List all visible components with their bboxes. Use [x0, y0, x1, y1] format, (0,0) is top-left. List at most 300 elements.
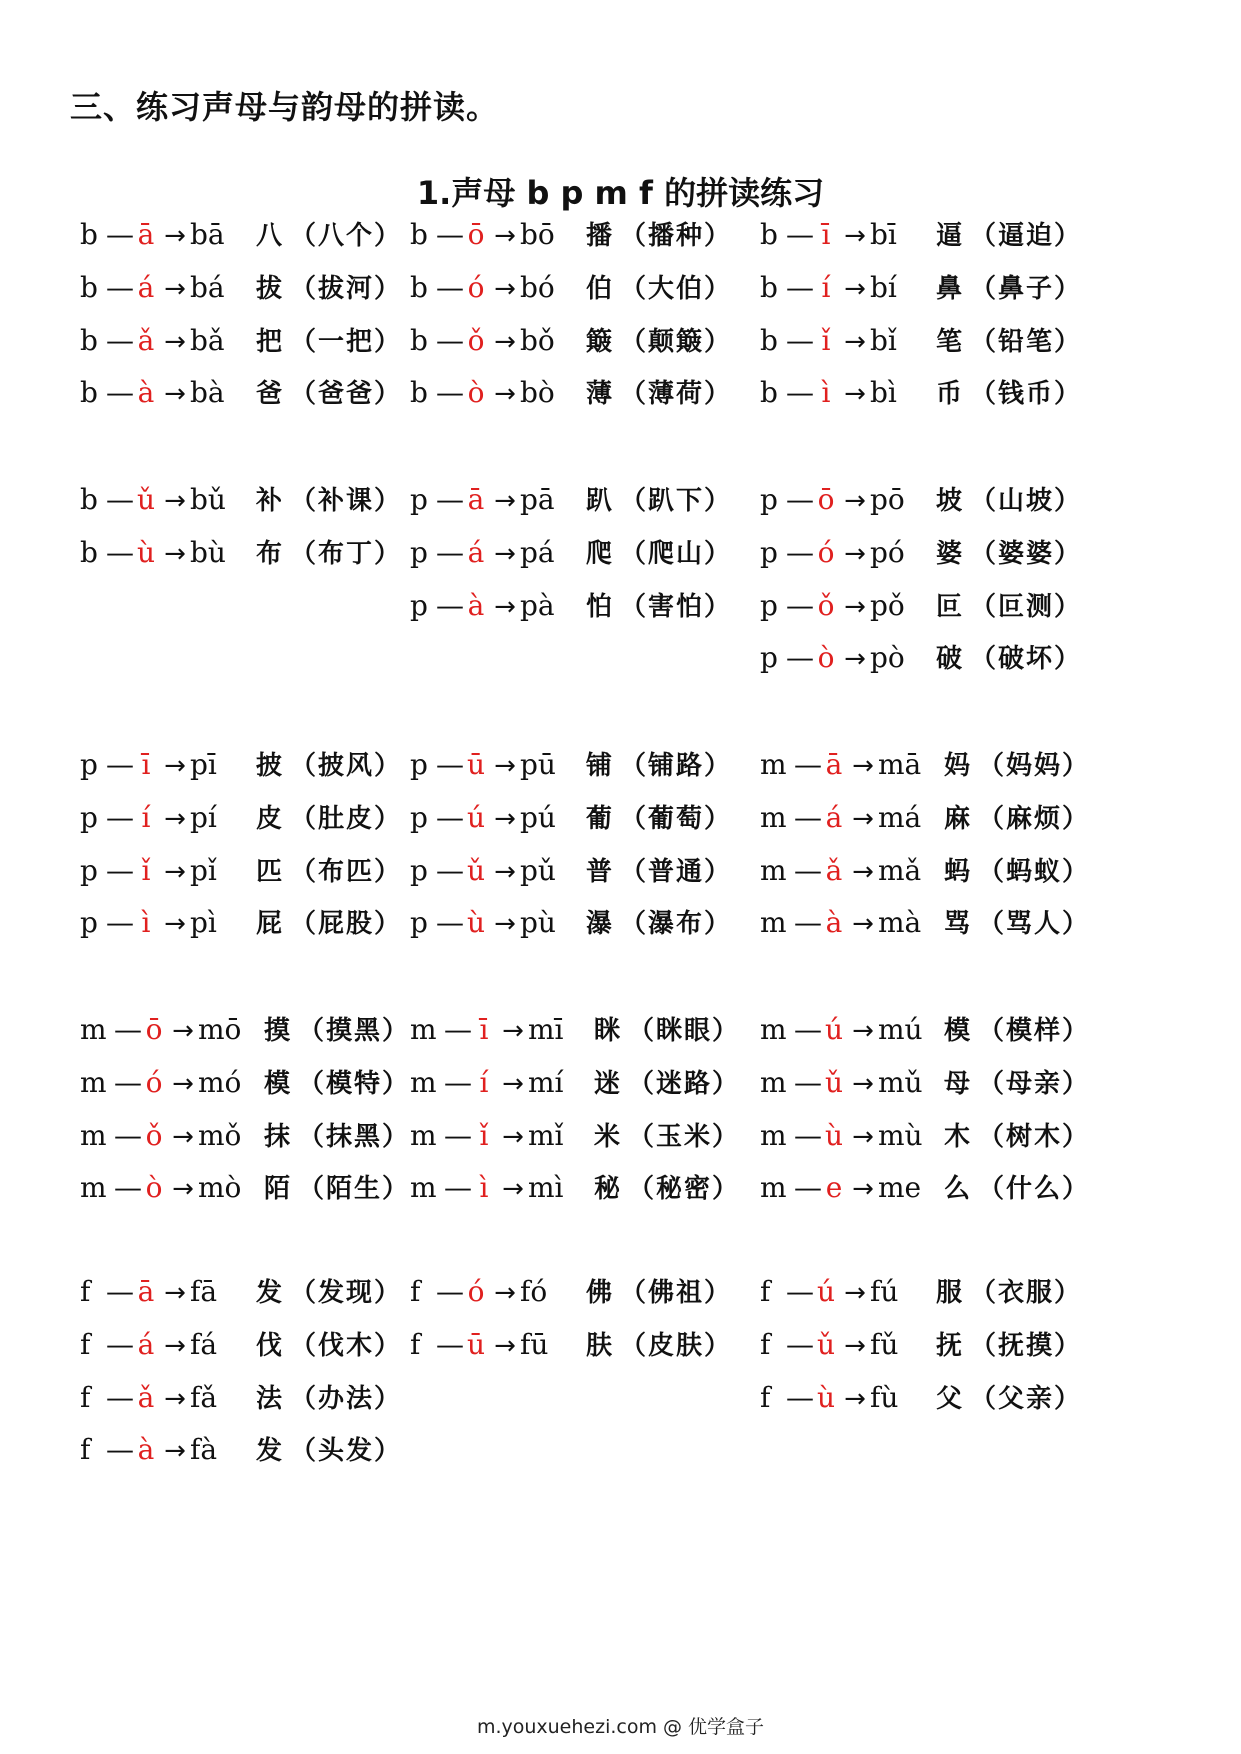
initial-letter: m — [760, 1171, 787, 1205]
initial-letter: f — [80, 1275, 91, 1308]
hanzi-character: 母 — [943, 1068, 970, 1099]
example-word: （铺路） — [620, 751, 733, 781]
final-vowel: ā — [467, 483, 485, 516]
dash-connector: — — [436, 748, 458, 781]
syllable: mō — [198, 1013, 242, 1046]
example-word: （钱币） — [970, 379, 1083, 410]
syllable: pá — [520, 535, 555, 569]
pinyin-item — [80, 215, 402, 255]
syllable: mù — [878, 1118, 923, 1152]
final-vowel: á — [137, 1327, 155, 1361]
syllable: bǒ — [520, 323, 555, 357]
example-word: （玉米） — [628, 1121, 741, 1152]
example-word: （逼迫） — [970, 221, 1083, 251]
dash-connector: — — [114, 1013, 136, 1046]
arrow-icon: → — [494, 326, 516, 357]
final-vowel: ǔ — [466, 853, 486, 887]
example-word: （葡萄） — [620, 803, 733, 834]
example-word: （破坏） — [970, 644, 1083, 675]
final-vowel: ù — [816, 1380, 836, 1414]
dash-connector: — — [794, 800, 816, 834]
final-vowel: à — [137, 1433, 155, 1467]
initial-letter: m — [80, 1013, 107, 1046]
example-word: （麻烦） — [978, 803, 1091, 834]
footer-watermark: m.youxuehezi.com @ 优学盒子 — [476, 1716, 765, 1738]
example-word: （摸黑） — [298, 1016, 411, 1046]
hanzi-character: 模 — [943, 1016, 970, 1046]
hanzi-character: 抹 — [263, 1121, 290, 1152]
hanzi-character: 逼 — [935, 221, 962, 251]
pinyin-item — [760, 903, 1090, 943]
initial-letter: m — [760, 1065, 787, 1099]
final-vowel: ō — [467, 218, 485, 251]
pinyin-item — [410, 1325, 732, 1365]
initial-letter: b — [760, 218, 778, 251]
dash-connector: — — [436, 218, 458, 251]
dash-connector: — — [794, 1065, 816, 1099]
dash-connector: — — [106, 483, 128, 516]
final-vowel: ī — [141, 748, 151, 781]
pinyin-item — [760, 321, 1082, 361]
dash-connector: — — [106, 323, 128, 357]
arrow-icon: → — [494, 486, 516, 516]
example-word: （鼻子） — [970, 273, 1083, 304]
final-vowel: ǐ — [479, 1118, 489, 1152]
final-vowel: á — [825, 800, 843, 834]
pinyin-item — [760, 745, 1090, 785]
example-word: （陌生） — [298, 1174, 411, 1205]
hanzi-character: 怕 — [585, 591, 612, 622]
arrow-icon: → — [844, 221, 866, 251]
pinyin-item — [410, 1272, 732, 1312]
arrow-icon: → — [164, 1278, 186, 1308]
dash-connector: — — [444, 1013, 466, 1046]
initial-letter: m — [760, 748, 787, 781]
final-vowel: ó — [817, 535, 835, 569]
example-word: （山坡） — [970, 486, 1083, 516]
example-word: （颠簸） — [620, 326, 733, 357]
dash-connector: — — [794, 1171, 816, 1205]
arrow-icon: → — [844, 273, 866, 304]
dash-connector: — — [786, 641, 808, 675]
example-word: （瀑布） — [620, 909, 733, 940]
final-vowel: ā — [825, 748, 843, 781]
hanzi-character: 簸 — [585, 326, 612, 357]
dash-connector: — — [436, 376, 458, 410]
initial-letter: p — [410, 748, 428, 781]
initial-letter: p — [80, 906, 98, 940]
final-vowel: ú — [816, 1275, 836, 1308]
syllable: me — [878, 1171, 922, 1205]
initial-letter: f — [760, 1275, 771, 1308]
arrow-icon: → — [494, 751, 516, 781]
arrow-icon: → — [164, 1383, 186, 1414]
example-word: （抚摸） — [970, 1330, 1083, 1361]
dash-connector: — — [786, 270, 808, 304]
final-vowel: í — [821, 270, 831, 304]
syllable: bà — [190, 376, 225, 410]
arrow-icon: → — [494, 591, 516, 622]
final-vowel: ò — [817, 641, 835, 675]
arrow-icon: → — [494, 803, 516, 834]
dash-connector: — — [794, 1118, 816, 1152]
initial-letter: p — [80, 748, 98, 781]
example-word: （树木） — [978, 1121, 1091, 1152]
dash-connector: — — [106, 748, 128, 781]
final-vowel: ù — [824, 1118, 844, 1152]
dash-connector: — — [436, 800, 458, 834]
arrow-icon: → — [844, 1278, 866, 1308]
pinyin-item — [760, 1063, 1090, 1103]
hanzi-character: 佛 — [585, 1278, 612, 1308]
example-word: （害怕） — [620, 591, 733, 622]
arrow-icon: → — [494, 538, 516, 569]
arrow-icon: → — [844, 326, 866, 357]
initial-letter: m — [80, 1171, 107, 1205]
final-vowel: ǔ — [816, 1327, 836, 1361]
syllable: mí — [528, 1065, 564, 1099]
initial-letter: m — [760, 1118, 787, 1152]
syllable: pí — [190, 800, 217, 834]
initial-letter: b — [760, 376, 778, 410]
dash-connector: — — [436, 1275, 458, 1308]
hanzi-character: 匹 — [255, 856, 282, 887]
initial-letter: p — [760, 483, 778, 516]
arrow-icon: → — [164, 326, 186, 357]
final-vowel: ó — [467, 1275, 485, 1308]
initial-letter: b — [80, 535, 98, 569]
arrow-icon: → — [852, 1016, 874, 1046]
example-word: （迷路） — [628, 1068, 741, 1099]
final-vowel: ī — [479, 1013, 489, 1046]
syllable: fù — [870, 1380, 899, 1414]
hanzi-character: 木 — [943, 1121, 970, 1152]
initial-letter: f — [80, 1380, 91, 1414]
final-vowel: í — [479, 1065, 489, 1099]
dash-connector: — — [786, 535, 808, 569]
dash-connector: — — [786, 376, 808, 410]
hanzi-character: 么 — [943, 1174, 970, 1205]
initial-letter: b — [410, 218, 428, 251]
arrow-icon: → — [494, 856, 516, 887]
syllable: bǎ — [190, 323, 225, 357]
initial-letter: b — [80, 323, 98, 357]
example-word: （播种） — [620, 221, 733, 251]
pinyin-item — [410, 268, 732, 308]
dash-connector: — — [786, 1380, 808, 1414]
initial-letter: b — [410, 270, 428, 304]
arrow-icon: → — [164, 1330, 186, 1361]
hanzi-character: 葡 — [585, 803, 612, 834]
arrow-icon: → — [844, 379, 866, 410]
initial-letter: m — [80, 1065, 107, 1099]
pinyin-item — [760, 798, 1090, 838]
dash-connector: — — [436, 323, 458, 357]
dash-connector: — — [106, 376, 128, 410]
hanzi-character: 秘 — [593, 1174, 620, 1205]
syllable: mǎ — [878, 853, 922, 887]
initial-letter: p — [410, 800, 428, 834]
hanzi-character: 鼻 — [935, 273, 962, 304]
arrow-icon: → — [494, 1278, 516, 1308]
example-word: （父亲） — [970, 1383, 1083, 1414]
syllable: fó — [520, 1275, 548, 1308]
example-word: （婆婆） — [970, 538, 1083, 569]
initial-letter: b — [80, 218, 98, 251]
arrow-icon: → — [164, 803, 186, 834]
pinyin-item — [760, 1010, 1090, 1050]
pinyin-item — [80, 1063, 410, 1103]
final-vowel: à — [467, 588, 485, 622]
hanzi-character: 坡 — [935, 486, 962, 516]
dash-connector: — — [106, 1327, 128, 1361]
syllable: mà — [878, 906, 922, 940]
arrow-icon: → — [164, 221, 186, 251]
syllable: bí — [870, 270, 897, 304]
arrow-icon: → — [172, 1174, 194, 1205]
final-vowel: í — [141, 800, 151, 834]
syllable: pì — [190, 906, 217, 940]
pinyin-item — [760, 586, 1082, 626]
initial-letter: p — [80, 800, 98, 834]
syllable: pū — [520, 748, 556, 781]
final-vowel: ò — [467, 376, 485, 410]
final-vowel: ī — [821, 218, 831, 251]
pinyin-item — [410, 1063, 740, 1103]
syllable: pī — [190, 748, 217, 781]
final-vowel: ǒ — [145, 1118, 163, 1152]
example-word: （肚皮） — [290, 803, 403, 834]
arrow-icon: → — [494, 909, 516, 940]
initial-letter: p — [410, 906, 428, 940]
arrow-icon: → — [844, 1330, 866, 1361]
syllable: fǔ — [870, 1327, 899, 1361]
pinyin-item — [410, 533, 732, 573]
dash-connector: — — [106, 1433, 128, 1467]
arrow-icon: → — [164, 486, 186, 516]
pinyin-item — [410, 798, 732, 838]
initial-letter: f — [80, 1327, 91, 1361]
example-word: （骂人） — [978, 909, 1091, 940]
hanzi-character: 法 — [255, 1383, 282, 1414]
initial-letter: b — [80, 376, 98, 410]
pinyin-item — [410, 215, 732, 255]
arrow-icon: → — [172, 1016, 194, 1046]
hanzi-character: 眯 — [593, 1016, 620, 1046]
hanzi-character: 麻 — [943, 803, 970, 834]
initial-letter: m — [410, 1118, 437, 1152]
final-vowel: ú — [466, 800, 486, 834]
syllable: fá — [190, 1327, 218, 1361]
hanzi-character: 服 — [935, 1278, 962, 1308]
syllable: mī — [528, 1013, 564, 1046]
pinyin-item — [760, 1272, 1082, 1312]
hanzi-character: 披 — [255, 751, 282, 781]
syllable: bī — [870, 218, 897, 251]
example-word: （布丁） — [290, 538, 403, 569]
hanzi-character: 笔 — [935, 326, 962, 357]
final-vowel: ǔ — [136, 483, 156, 516]
hanzi-character: 摸 — [263, 1016, 290, 1046]
syllable: pú — [520, 800, 556, 834]
dash-connector: — — [794, 853, 816, 887]
pinyin-item — [80, 1325, 402, 1365]
hanzi-character: 发 — [255, 1278, 282, 1308]
hanzi-character: 妈 — [943, 751, 970, 781]
final-vowel: ì — [141, 906, 151, 940]
pinyin-item — [760, 1168, 1090, 1208]
initial-letter: p — [410, 535, 428, 569]
pinyin-item — [80, 851, 402, 891]
initial-letter: p — [760, 641, 778, 675]
syllable: mā — [878, 748, 922, 781]
pinyin-item — [80, 1430, 402, 1470]
hanzi-character: 爸 — [255, 379, 282, 410]
pinyin-item — [760, 1378, 1082, 1418]
example-word: （办法） — [290, 1383, 403, 1414]
pinyin-item — [410, 586, 732, 626]
final-vowel: ā — [137, 218, 155, 251]
syllable: pó — [870, 535, 905, 569]
hanzi-character: 趴 — [585, 486, 612, 516]
dash-connector: — — [786, 323, 808, 357]
initial-letter: p — [80, 853, 98, 887]
pinyin-item — [80, 745, 402, 785]
example-word: （模特） — [298, 1068, 411, 1099]
arrow-icon: → — [164, 909, 186, 940]
example-word: （屁股） — [290, 909, 403, 940]
pinyin-item — [410, 903, 732, 943]
example-word: （模样） — [978, 1016, 1091, 1046]
syllable: pà — [520, 588, 555, 622]
initial-letter: m — [80, 1118, 107, 1152]
pinyin-item — [80, 480, 402, 520]
example-word: （爬山） — [620, 538, 733, 569]
final-vowel: ó — [145, 1065, 163, 1099]
dash-connector: — — [794, 906, 816, 940]
example-word: （衣服） — [970, 1278, 1083, 1308]
dash-connector: — — [786, 1275, 808, 1308]
example-word: （一把） — [290, 326, 403, 357]
hanzi-character: 婆 — [935, 538, 962, 569]
example-word: （铅笔） — [970, 326, 1083, 357]
initial-letter: f — [760, 1327, 771, 1361]
hanzi-character: 普 — [585, 856, 612, 887]
initial-letter: m — [410, 1065, 437, 1099]
section-heading: 三、练习声母与韵母的拼读。 — [70, 88, 500, 126]
syllable: mó — [198, 1065, 242, 1099]
example-word: （发现） — [290, 1278, 403, 1308]
example-word: （蚂蚁） — [978, 856, 1091, 887]
pinyin-item — [80, 1272, 402, 1312]
final-vowel: á — [137, 270, 155, 304]
pinyin-item — [410, 745, 732, 785]
pinyin-item — [80, 798, 402, 838]
syllable: bò — [520, 376, 555, 410]
syllable: bì — [870, 376, 897, 410]
example-word: （趴下） — [620, 486, 733, 516]
dash-connector: — — [114, 1171, 136, 1205]
initial-letter: p — [410, 588, 428, 622]
dash-connector: — — [786, 1327, 808, 1361]
dash-connector: — — [786, 483, 808, 516]
arrow-icon: → — [494, 273, 516, 304]
hanzi-character: 骂 — [943, 909, 970, 940]
initial-letter: b — [80, 483, 98, 516]
arrow-icon: → — [494, 379, 516, 410]
syllable: bǔ — [190, 483, 226, 516]
final-vowel: ǔ — [824, 1065, 844, 1099]
pinyin-item — [80, 1010, 410, 1050]
arrow-icon: → — [164, 856, 186, 887]
example-word: （皮肤） — [620, 1330, 733, 1361]
pinyin-item — [760, 533, 1082, 573]
hanzi-character: 把 — [255, 326, 282, 357]
dash-connector: — — [436, 1327, 458, 1361]
example-word: （母亲） — [978, 1068, 1091, 1099]
initial-letter: b — [410, 376, 428, 410]
initial-letter: b — [760, 270, 778, 304]
initial-letter: p — [410, 483, 428, 516]
final-vowel: ù — [136, 535, 156, 569]
hanzi-character: 屁 — [255, 909, 282, 940]
arrow-icon: → — [844, 486, 866, 516]
arrow-icon: → — [852, 751, 874, 781]
pinyin-item — [760, 1116, 1090, 1156]
initial-letter: p — [760, 588, 778, 622]
syllable: má — [878, 800, 922, 834]
pinyin-item — [410, 373, 732, 413]
pinyin-item — [80, 903, 402, 943]
arrow-icon: → — [852, 856, 874, 887]
hanzi-character: 伯 — [585, 273, 612, 304]
hanzi-character: 父 — [935, 1383, 962, 1414]
final-vowel: ǎ — [825, 853, 843, 887]
dash-connector: — — [114, 1118, 136, 1152]
hanzi-character: 发 — [255, 1436, 282, 1467]
example-word: （佛祖） — [620, 1278, 733, 1308]
hanzi-character: 布 — [255, 538, 282, 569]
dash-connector: — — [786, 218, 808, 251]
pinyin-item — [760, 851, 1090, 891]
arrow-icon: → — [502, 1068, 524, 1099]
pinyin-item — [760, 480, 1082, 520]
hanzi-character: 币 — [935, 379, 962, 410]
syllable: mì — [528, 1171, 564, 1205]
hanzi-character: 播 — [585, 221, 612, 251]
syllable: pō — [870, 483, 905, 516]
dash-connector: — — [106, 535, 128, 569]
pinyin-item — [80, 373, 402, 413]
syllable: fú — [870, 1275, 899, 1308]
example-word: （什么） — [978, 1174, 1091, 1205]
dash-connector: — — [444, 1171, 466, 1205]
pinyin-item — [760, 638, 1082, 678]
example-word: （叵测） — [970, 591, 1083, 622]
final-vowel: à — [825, 906, 843, 940]
arrow-icon: → — [852, 803, 874, 834]
initial-letter: m — [410, 1013, 437, 1046]
example-word: （大伯） — [620, 273, 733, 304]
final-vowel: ǎ — [137, 323, 155, 357]
hanzi-character: 叵 — [935, 591, 962, 622]
syllable: mò — [198, 1171, 242, 1205]
initial-letter: p — [760, 535, 778, 569]
dash-connector: — — [436, 906, 458, 940]
dash-connector: — — [794, 748, 816, 781]
initial-letter: p — [410, 853, 428, 887]
example-word: （爸爸） — [290, 379, 403, 410]
